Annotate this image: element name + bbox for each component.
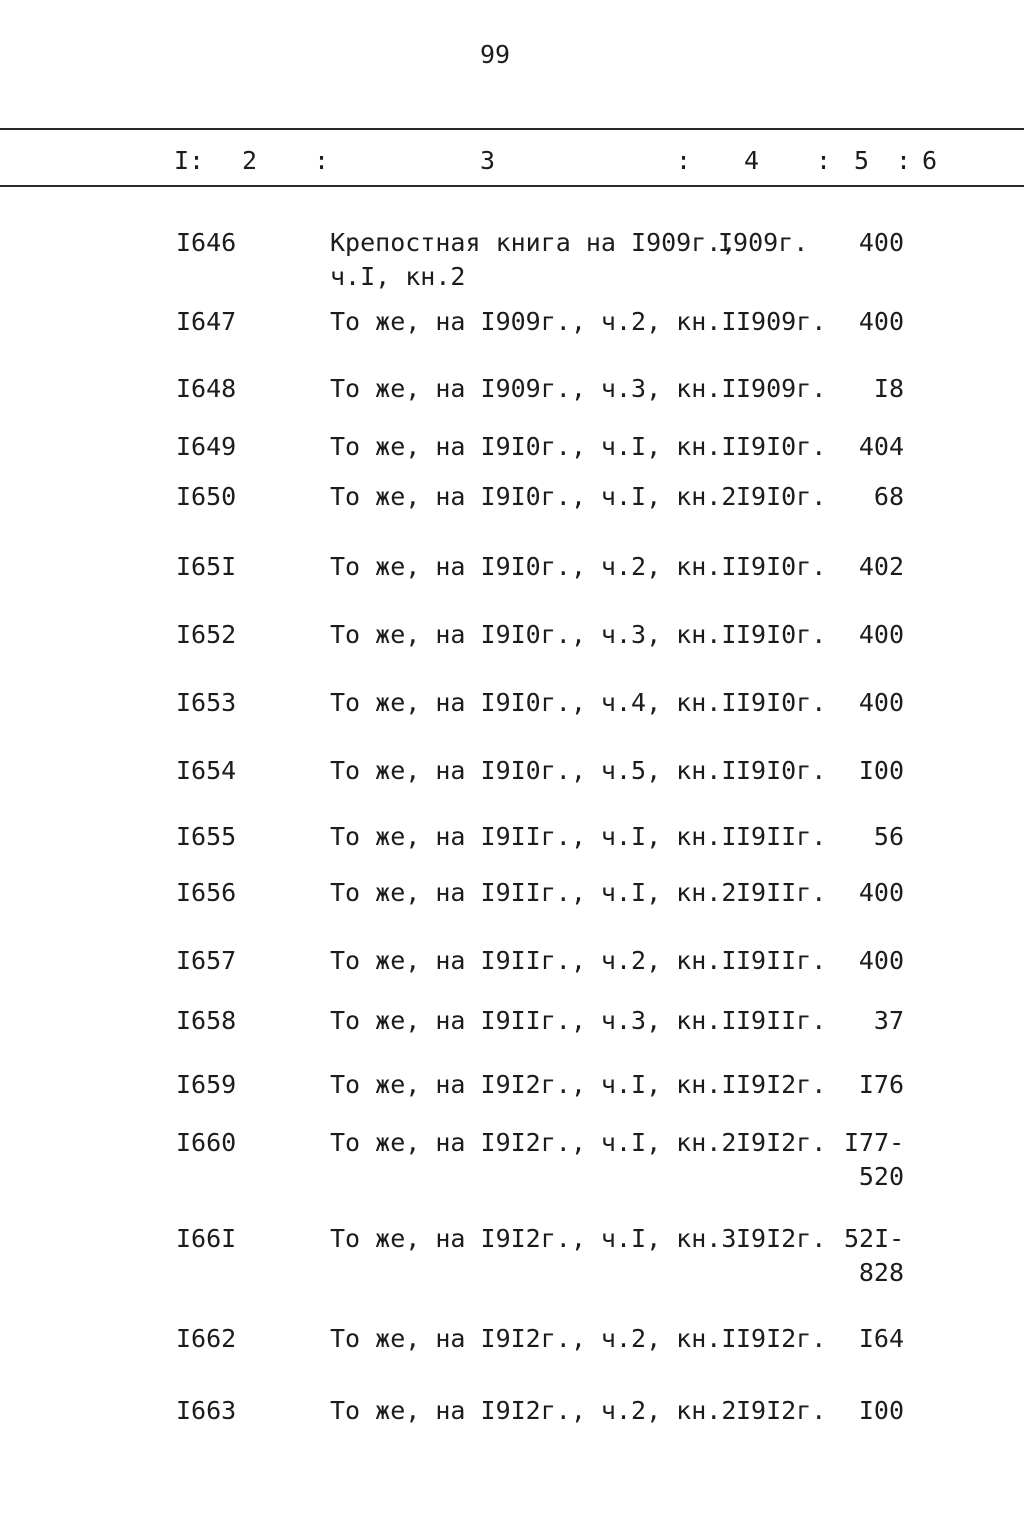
column-separator: :: [676, 146, 692, 175]
item-pages-continued: 828: [858, 1258, 904, 1287]
item-pages: I64: [858, 1324, 904, 1353]
column-header-2: 2: [242, 146, 258, 175]
item-number: I647: [176, 307, 237, 336]
header-rule-bottom: [0, 185, 1024, 187]
item-year: I9I2г.: [736, 1128, 827, 1157]
item-year: I9I0г.: [736, 432, 827, 461]
item-title: То же, на I9I0г., ч.3, кн.I: [330, 620, 737, 649]
item-pages: 400: [858, 688, 904, 717]
item-number: I652: [176, 620, 237, 649]
item-year: I9IIг.: [736, 1006, 827, 1035]
item-title: То же, на I9IIг., ч.3, кн.I: [330, 1006, 737, 1035]
item-year: I9I0г.: [736, 688, 827, 717]
page-number: 99: [479, 40, 511, 69]
item-pages: 402: [858, 552, 904, 581]
item-title: Крепостная книга на I909г.,: [330, 228, 737, 257]
item-number: I646: [176, 228, 237, 257]
item-pages-continued: 520: [858, 1162, 904, 1191]
column-separator: :: [816, 146, 832, 175]
item-number: I656: [176, 878, 237, 907]
column-header-6: 6: [922, 146, 938, 175]
item-pages: 400: [858, 307, 904, 336]
item-pages: 68: [873, 482, 904, 511]
item-number: I662: [176, 1324, 237, 1353]
item-pages: I76: [858, 1070, 904, 1099]
item-number: I660: [176, 1128, 237, 1157]
item-pages: 52I-: [844, 1224, 905, 1253]
item-title: То же, на I909г., ч.2, кн.I: [330, 307, 737, 336]
item-year: I9I0г.: [736, 482, 827, 511]
item-year: I909г.: [718, 228, 809, 257]
item-title: То же, на I9I2г., ч.2, кн.I: [330, 1324, 737, 1353]
column-header-4: 4: [744, 146, 760, 175]
column-header-5: 5: [854, 146, 870, 175]
item-number: I663: [176, 1396, 237, 1425]
item-number: I65I: [176, 552, 237, 581]
column-header-3: 3: [480, 146, 496, 175]
item-year: I9I0г.: [736, 620, 827, 649]
item-number: I649: [176, 432, 237, 461]
column-separator: :: [896, 146, 912, 175]
item-year: I9I2г.: [736, 1070, 827, 1099]
item-year: I909г.: [736, 374, 827, 403]
item-title: То же, на I9I0г., ч.4, кн.I: [330, 688, 737, 717]
item-pages: 400: [858, 620, 904, 649]
item-number: I659: [176, 1070, 237, 1099]
item-year: I9I2г.: [736, 1396, 827, 1425]
item-year: I9I2г.: [736, 1224, 827, 1253]
column-separator: :: [314, 146, 330, 175]
item-title: То же, на I9I2г., ч.I, кн.3: [330, 1224, 737, 1253]
item-pages: 400: [858, 878, 904, 907]
item-title: То же, на I9I2г., ч.I, кн.2: [330, 1128, 737, 1157]
item-title: То же, на I9IIг., ч.I, кн.I: [330, 822, 737, 851]
item-pages: I00: [858, 756, 904, 785]
item-title-continued: ч.I, кн.2: [330, 262, 466, 291]
item-number: I66I: [176, 1224, 237, 1253]
item-pages: 56: [873, 822, 904, 851]
item-number: I650: [176, 482, 237, 511]
item-pages: 400: [858, 946, 904, 975]
item-pages: 404: [858, 432, 904, 461]
item-title: То же, на I9IIг., ч.2, кн.I: [330, 946, 737, 975]
item-title: То же, на I9I0г., ч.5, кн.I: [330, 756, 737, 785]
item-title: То же, на I9I2г., ч.2, кн.2: [330, 1396, 737, 1425]
column-header-1: I:: [174, 146, 205, 175]
item-year: I9IIг.: [736, 878, 827, 907]
item-number: I653: [176, 688, 237, 717]
item-year: I9I0г.: [736, 552, 827, 581]
item-pages: 400: [858, 228, 904, 257]
item-title: То же, на I9I0г., ч.I, кн.2: [330, 482, 737, 511]
item-pages: I77-: [844, 1128, 905, 1157]
item-number: I648: [176, 374, 237, 403]
item-year: I9I2г.: [736, 1324, 827, 1353]
item-title: То же, на I9I0г., ч.2, кн.I: [330, 552, 737, 581]
item-number: I657: [176, 946, 237, 975]
item-year: I9IIг.: [736, 822, 827, 851]
item-title: То же, на I9IIг., ч.I, кн.2: [330, 878, 737, 907]
item-title: То же, на I9I0г., ч.I, кн.I: [330, 432, 737, 461]
item-title: То же, на I9I2г., ч.I, кн.I: [330, 1070, 737, 1099]
item-pages: I8: [873, 374, 904, 403]
item-pages: 37: [873, 1006, 904, 1035]
item-year: I909г.: [736, 307, 827, 336]
item-pages: I00: [858, 1396, 904, 1425]
item-year: I9IIг.: [736, 946, 827, 975]
item-title: То же, на I909г., ч.3, кн.I: [330, 374, 737, 403]
item-number: I655: [176, 822, 237, 851]
item-number: I658: [176, 1006, 237, 1035]
item-number: I654: [176, 756, 237, 785]
header-rule-top: [0, 128, 1024, 130]
item-year: I9I0г.: [736, 756, 827, 785]
